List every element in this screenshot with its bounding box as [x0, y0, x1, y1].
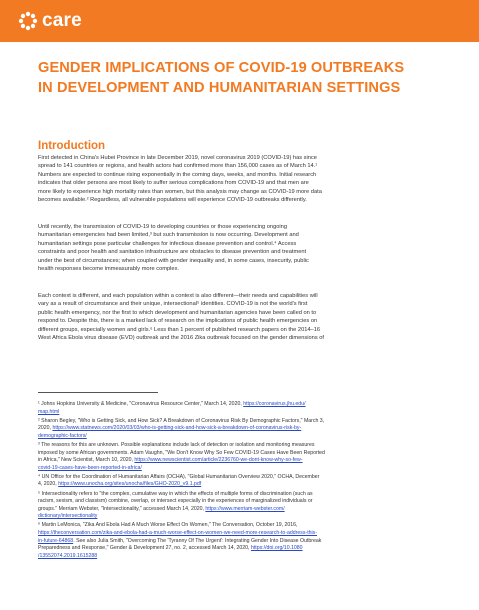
footnote-link[interactable]: https://coronavirus.jhu.edu/ [243, 401, 306, 407]
footnote-line [38, 491, 448, 499]
footnote-link[interactable]: https://doi.org/10.1080 [250, 545, 303, 552]
section-heading-introduction: Introduction [38, 140, 106, 152]
footnote-line [38, 506, 448, 514]
footnote-line [38, 433, 448, 441]
footnote-text: 2020, [38, 425, 53, 432]
footnote-1 [38, 401, 448, 416]
document-title-line: GENDER IMPLICATIONS OF COVID-19 OUTBREAKS [38, 60, 405, 76]
footnote-line [38, 474, 448, 482]
footnote-text: Preparedness and Response," Gender & Development 27, no. 2, accessed March 14, 2020, [38, 545, 251, 552]
paragraph-line: humanitarian settings pose particular challenges for infectious disease prevention and control.⁴ Access [38, 240, 297, 247]
footnote-text: ⁴ UN Office for the Coordination of Humanitarian Affairs (OCHA), "Global Humanitarian Overview 2020," OCHA, December [38, 473, 320, 480]
paragraph-line: different groups, especially women and girls.⁶ Less than 1 percent of published research papers on the 2014–16 [38, 326, 321, 333]
footnote-link[interactable]: https://www.unocha.org/sites/unocha/files/GHO-2020_v9.1.pdf [58, 481, 202, 488]
paragraph-line: under the best of circumstances; when coupled with gender inequality and, in some cases, insecurity, public [38, 257, 309, 264]
footnote-link[interactable]: https://www.merriam-webster.com/ [205, 505, 285, 512]
footnote-text: ¹ Johns Hopkins University & Medicine, "Coronavirus Resource Center," March 14, 2020, [38, 401, 244, 407]
footnote-divider [38, 392, 158, 393]
footnote-line [38, 545, 448, 553]
paragraph-3 [38, 292, 448, 342]
paragraph-line: West Africa Ebola virus disease (EVD) outbreak and the 2016 Zika outbreak focused on the gender dimensions of [38, 335, 325, 342]
footnotes [38, 401, 448, 562]
document-title-line: IN DEVELOPMENT AND HUMANITARIAN SETTINGS [38, 80, 401, 96]
footnote-link[interactable]: map.html [38, 408, 60, 415]
footnote-text: imposed by some African governments. Adam Vaughn, "We Don't Know Why So Few COVID-19 Cases Have Been Reported [38, 449, 325, 456]
footnote-text: in Africa," New Scientist, March 10, 2020, [38, 457, 135, 464]
footnote-line [38, 553, 448, 561]
footnote-link[interactable]: dictionary/intersectionality [38, 513, 98, 520]
care-logo [18, 9, 82, 33]
paragraph-line: becomes available.² Regardless, all vulnerable populations will experience COVID-19 outbreaks differently. [38, 197, 307, 204]
footnote-link[interactable]: covid-19-cases-have-been-reported-in-africa/ [38, 464, 142, 471]
care-logo-mark-icon [18, 11, 38, 31]
footnote-text: groups." Merriam Webster, "Intersectionality," accessed March 14, 2020, [38, 505, 206, 512]
paragraph-line: spread to 141 countries or regions, and health actors had confirmed more than 156,000 cases as of March 14.¹ [38, 163, 318, 170]
footnote-line [38, 522, 448, 530]
footnote-line [38, 498, 448, 506]
paragraph-line: more likely to experience high mortality rates than women, but this analysis may change as COVID-19 more data [38, 188, 322, 195]
footnote-text: racism, sexism, and classism) combine, overlap, or intersect especially in the experiences of marginalized individuals or [38, 498, 313, 505]
footnote-4 [38, 474, 448, 489]
footnote-line [38, 450, 448, 458]
footnote-5 [38, 491, 448, 521]
footnote-link[interactable]: in-future-64868 [38, 537, 74, 544]
header-band [0, 0, 479, 42]
footnote-line [38, 530, 448, 538]
footnote-line [38, 418, 448, 426]
paragraph-line: health responses become immeasurably more complex. [38, 266, 179, 273]
paragraph-line: Each context is different, and each population within a context is also different—their needs and capabilities will [38, 293, 318, 299]
paragraph-line: indicates that older persons are most likely to suffer serious complications from COVID-19 and that men are [38, 180, 309, 187]
paragraph-2 [38, 223, 448, 273]
footnote-text: . See also Julia Smith, "Overcoming The 'Tyranny Of The Urgent': Integrating Gender Into Disease Outbreak [73, 537, 322, 544]
footnote-line [38, 457, 448, 465]
footnote-link[interactable]: https://theconversation.com/zika-and-ebola-had-a-much-worse-effect-on-women-we-need-more-research-to-address-this- [38, 530, 317, 536]
footnote-3 [38, 442, 448, 472]
paragraph-line: humanitarian emergencies had been limited,³ but such transmission is now occurring. Development and [38, 232, 299, 239]
footnote-link[interactable]: https://www.newscientist.com/article/2236760-we-dont-know-why-so-few- [134, 457, 303, 464]
paragraph-line: Numbers are expected to continue rising exponentially in the coming days, weeks, and months. Initial research [38, 171, 317, 178]
document-title [38, 58, 448, 98]
paragraph-line: vary as a result of circumstance and their unique, intersectional⁵ identities. COVID-19 is not the world's first [38, 301, 308, 308]
footnote-line [38, 425, 448, 433]
footnote-text: ² Sharon Begley, "Who is Getting Sick, and How Sick? A Breakdown of Coronavirus Risk By Demographic Factors," March 3, [38, 417, 325, 424]
paragraph-line: Until recently, the transmission of COVID-19 to developing countries or those experiencing ongoing [38, 224, 288, 230]
footnote-line [38, 513, 448, 521]
footnote-line [38, 409, 448, 417]
care-logo-text: care [42, 10, 82, 31]
paragraph-line: First detected in China's Hubei Province in late December 2019, novel coronavirus 2019 (COVID-19) has since [38, 155, 317, 161]
footnote-text: 4, 2020, [38, 481, 59, 488]
footnote-line [38, 401, 448, 409]
footnote-text: ³ The reasons for this are unknown. Possible explanations include lack of detection or isolation and monitoring measures [38, 441, 315, 448]
footnote-6 [38, 522, 448, 560]
footnote-2 [38, 418, 448, 441]
footnote-line [38, 465, 448, 473]
paragraph-line: public health emergency, nor the first to which development and humanitarian agencies have been called on to [38, 309, 317, 316]
footnote-text: ⁵ Intersectionality refers to "the complex, cumulative way in which the effects of multiple forms of discrimination (such as [38, 490, 313, 497]
footnote-link[interactable]: /13552074.2019.1615288 [38, 552, 98, 559]
footnote-text: ⁶ Martin LeMonica, "Zika And Ebola Had A Much Worse Effect On Women," The Conversation, October 19, 2016, [38, 522, 298, 529]
footnote-line [38, 538, 448, 546]
footnote-link[interactable]: https://www.statnews.com/2020/03/03/who-is-getting-sick-and-how-sick-a-breakdown-of-coronavirus-risk-by- [52, 425, 302, 432]
footnote-line [38, 481, 448, 489]
footnote-line [38, 442, 448, 450]
footnote-link[interactable]: demographic-factors/ [38, 432, 87, 439]
paragraph-line: respond to. Despite this, there is a marked lack of research on the implications of public health emergencies on [38, 318, 318, 325]
paragraph-1 [38, 154, 448, 204]
paragraph-line: constraints and poor health and sanitation infrastructure are obstacles to disease prevention and treatment [38, 249, 307, 256]
